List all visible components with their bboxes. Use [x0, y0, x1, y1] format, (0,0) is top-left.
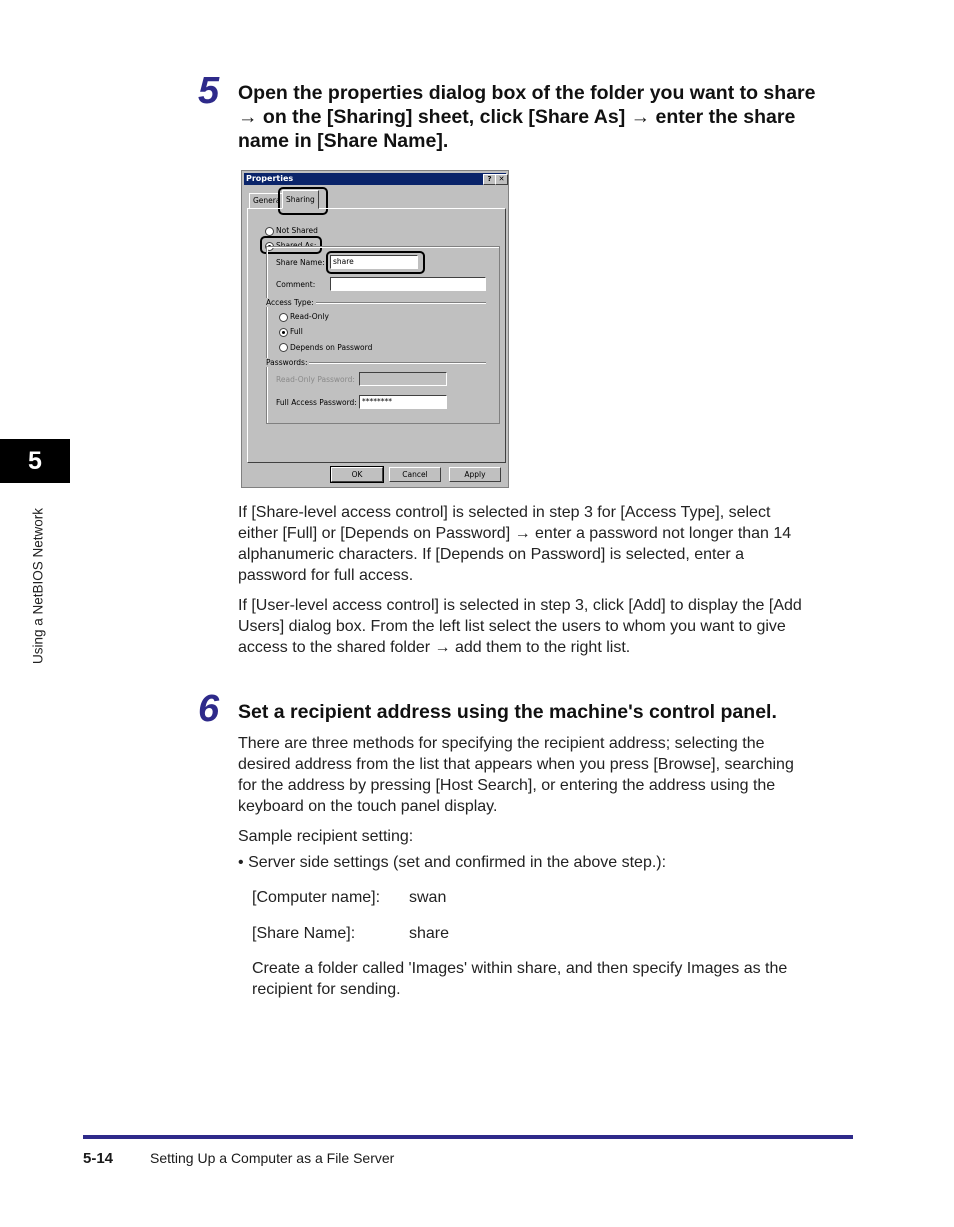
- comment-input[interactable]: [330, 277, 486, 291]
- help-button[interactable]: ?: [483, 174, 496, 185]
- full-access-password-input[interactable]: ********: [359, 395, 447, 409]
- highlight-share-name: [326, 251, 425, 274]
- share-name-input[interactable]: share: [330, 255, 418, 269]
- step-5-paragraph-1: If [Share-level access control] is selected in step 3 for [Access Type], select either [Full] or [Depends on Password] → enter a password not longer than 14 alphanumeric characters. If [Depends on Password] is selected, enter a password for full access.: [238, 504, 792, 584]
- cancel-button[interactable]: Cancel: [389, 467, 441, 482]
- radio-not-shared[interactable]: [265, 227, 274, 236]
- depends-on-password-label: Depends on Password: [290, 343, 373, 352]
- access-type-label: Access Type:: [266, 298, 314, 307]
- share-name-label: Share Name:: [276, 258, 325, 267]
- radio-full[interactable]: [279, 328, 288, 337]
- dialog-title-bar: Properties ? ✕: [244, 173, 506, 185]
- step-6-title: Set a recipient address using the machine's control panel.: [238, 701, 777, 723]
- bullet-dot: •: [238, 854, 244, 871]
- radio-depends-on-password[interactable]: [279, 343, 288, 352]
- step-5-number: 5: [198, 70, 220, 112]
- properties-dialog: [241, 170, 509, 488]
- step-6-note: Create a folder called 'Images' within share, and then specify Images as the recipient for sending.: [252, 960, 788, 998]
- apply-button[interactable]: Apply: [449, 467, 501, 482]
- step-6-paragraph: There are three methods for specifying the recipient address; selecting the desired address from the list that appears when you press [Browse], searching for the address by pressing [Host Search], or entering the address using the keyboard on the touch panel display.: [238, 735, 794, 815]
- step-6-number: 6: [198, 688, 220, 730]
- footer-rule: [83, 1135, 853, 1139]
- read-only-password-input[interactable]: [359, 372, 447, 386]
- step-5-paragraph-2: If [User-level access control] is selected in step 3, click [Add] to display the [Add Users] dialog box. From the left list select the users to whom you want to give access to the shared folder → add them to the right list.: [238, 597, 802, 656]
- computer-name-label: [Computer name]:: [252, 889, 381, 906]
- radio-read-only[interactable]: [279, 313, 288, 322]
- footer-section-title: Setting Up a Computer as a File Server: [150, 1150, 395, 1166]
- comment-label: Comment:: [276, 280, 316, 289]
- shared-as-label: Shared As:: [276, 241, 317, 250]
- close-button[interactable]: ✕: [495, 174, 508, 185]
- bullet-item: • Server side settings (set and confirmed in the above step.):: [238, 854, 667, 871]
- sample-setting-label: Sample recipient setting:: [238, 828, 414, 845]
- full-access-password-label: Full Access Password:: [276, 398, 357, 407]
- passwords-label: Passwords:: [266, 358, 308, 367]
- sharing-panel: [247, 208, 506, 463]
- computer-name-value: swan: [409, 889, 447, 906]
- read-only-password-label: Read-Only Password:: [276, 375, 355, 384]
- ok-button[interactable]: OK: [331, 467, 383, 482]
- page-number: 5-14: [83, 1150, 114, 1167]
- chapter-tab: 5: [0, 439, 70, 483]
- tab-sharing[interactable]: Sharing: [282, 190, 319, 209]
- tab-general[interactable]: Genera: [249, 193, 284, 209]
- not-shared-label: Not Shared: [276, 226, 318, 235]
- share-name-sample-value: share: [409, 925, 450, 942]
- read-only-label: Read-Only: [290, 312, 329, 321]
- full-label: Full: [290, 327, 303, 336]
- step-5-title: Open the properties dialog box of the folder you want to share → on the [Sharing] sheet, click [Share As] → enter the share name in [Share Name].: [238, 82, 816, 152]
- share-name-sample-label: [Share Name]:: [252, 925, 356, 942]
